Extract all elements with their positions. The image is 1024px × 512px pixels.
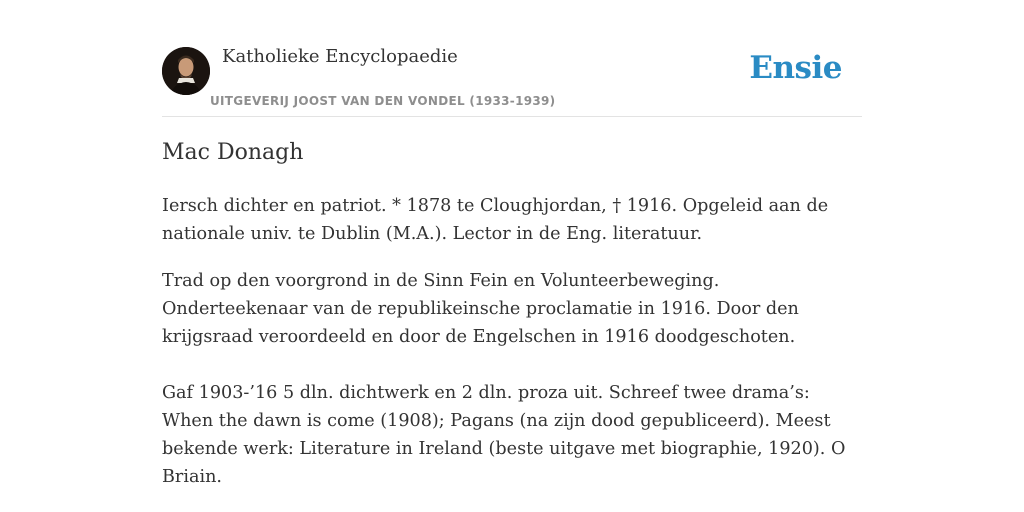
publisher-label: UITGEVERIJ JOOST VAN DEN VONDEL (1933-1939) [210, 94, 556, 108]
article-paragraph: Trad op den voorgrond in de Sinn Fein en Volunteerbeweging. Onderteekenaar van de republikeinsche proclamatie in 1916. Door den krijgsraad veroordeeld en door de Engelschen in 1916 doodgeschoten. [162, 271, 799, 347]
site-title[interactable]: Katholieke Encyclopaedie [222, 46, 458, 67]
article-paragraph: Iersch dichter en patriot. * 1878 te Cloughjordan, † 1916. Opgeleid aan de nationale univ. te Dublin (M.A.). Lector in de Eng. literatuur. [162, 196, 829, 244]
article-paragraph: Gaf 1903-’16 5 dln. dichtwerk en 2 dln. proza uit. Schreef twee drama’s: When the dawn is come (1908); Pagans (na zijn dood gepubliceerd). Meest bekende werk: Literature in Ireland (beste uitgave met biographie, 1920). O Briain. [162, 383, 846, 487]
portrait-avatar-icon[interactable] [162, 47, 210, 95]
site-header [162, 0, 862, 117]
page-container [162, 0, 862, 487]
brand-logo[interactable]: Ensie [749, 50, 842, 86]
entry-title: Mac Donagh [162, 140, 304, 165]
